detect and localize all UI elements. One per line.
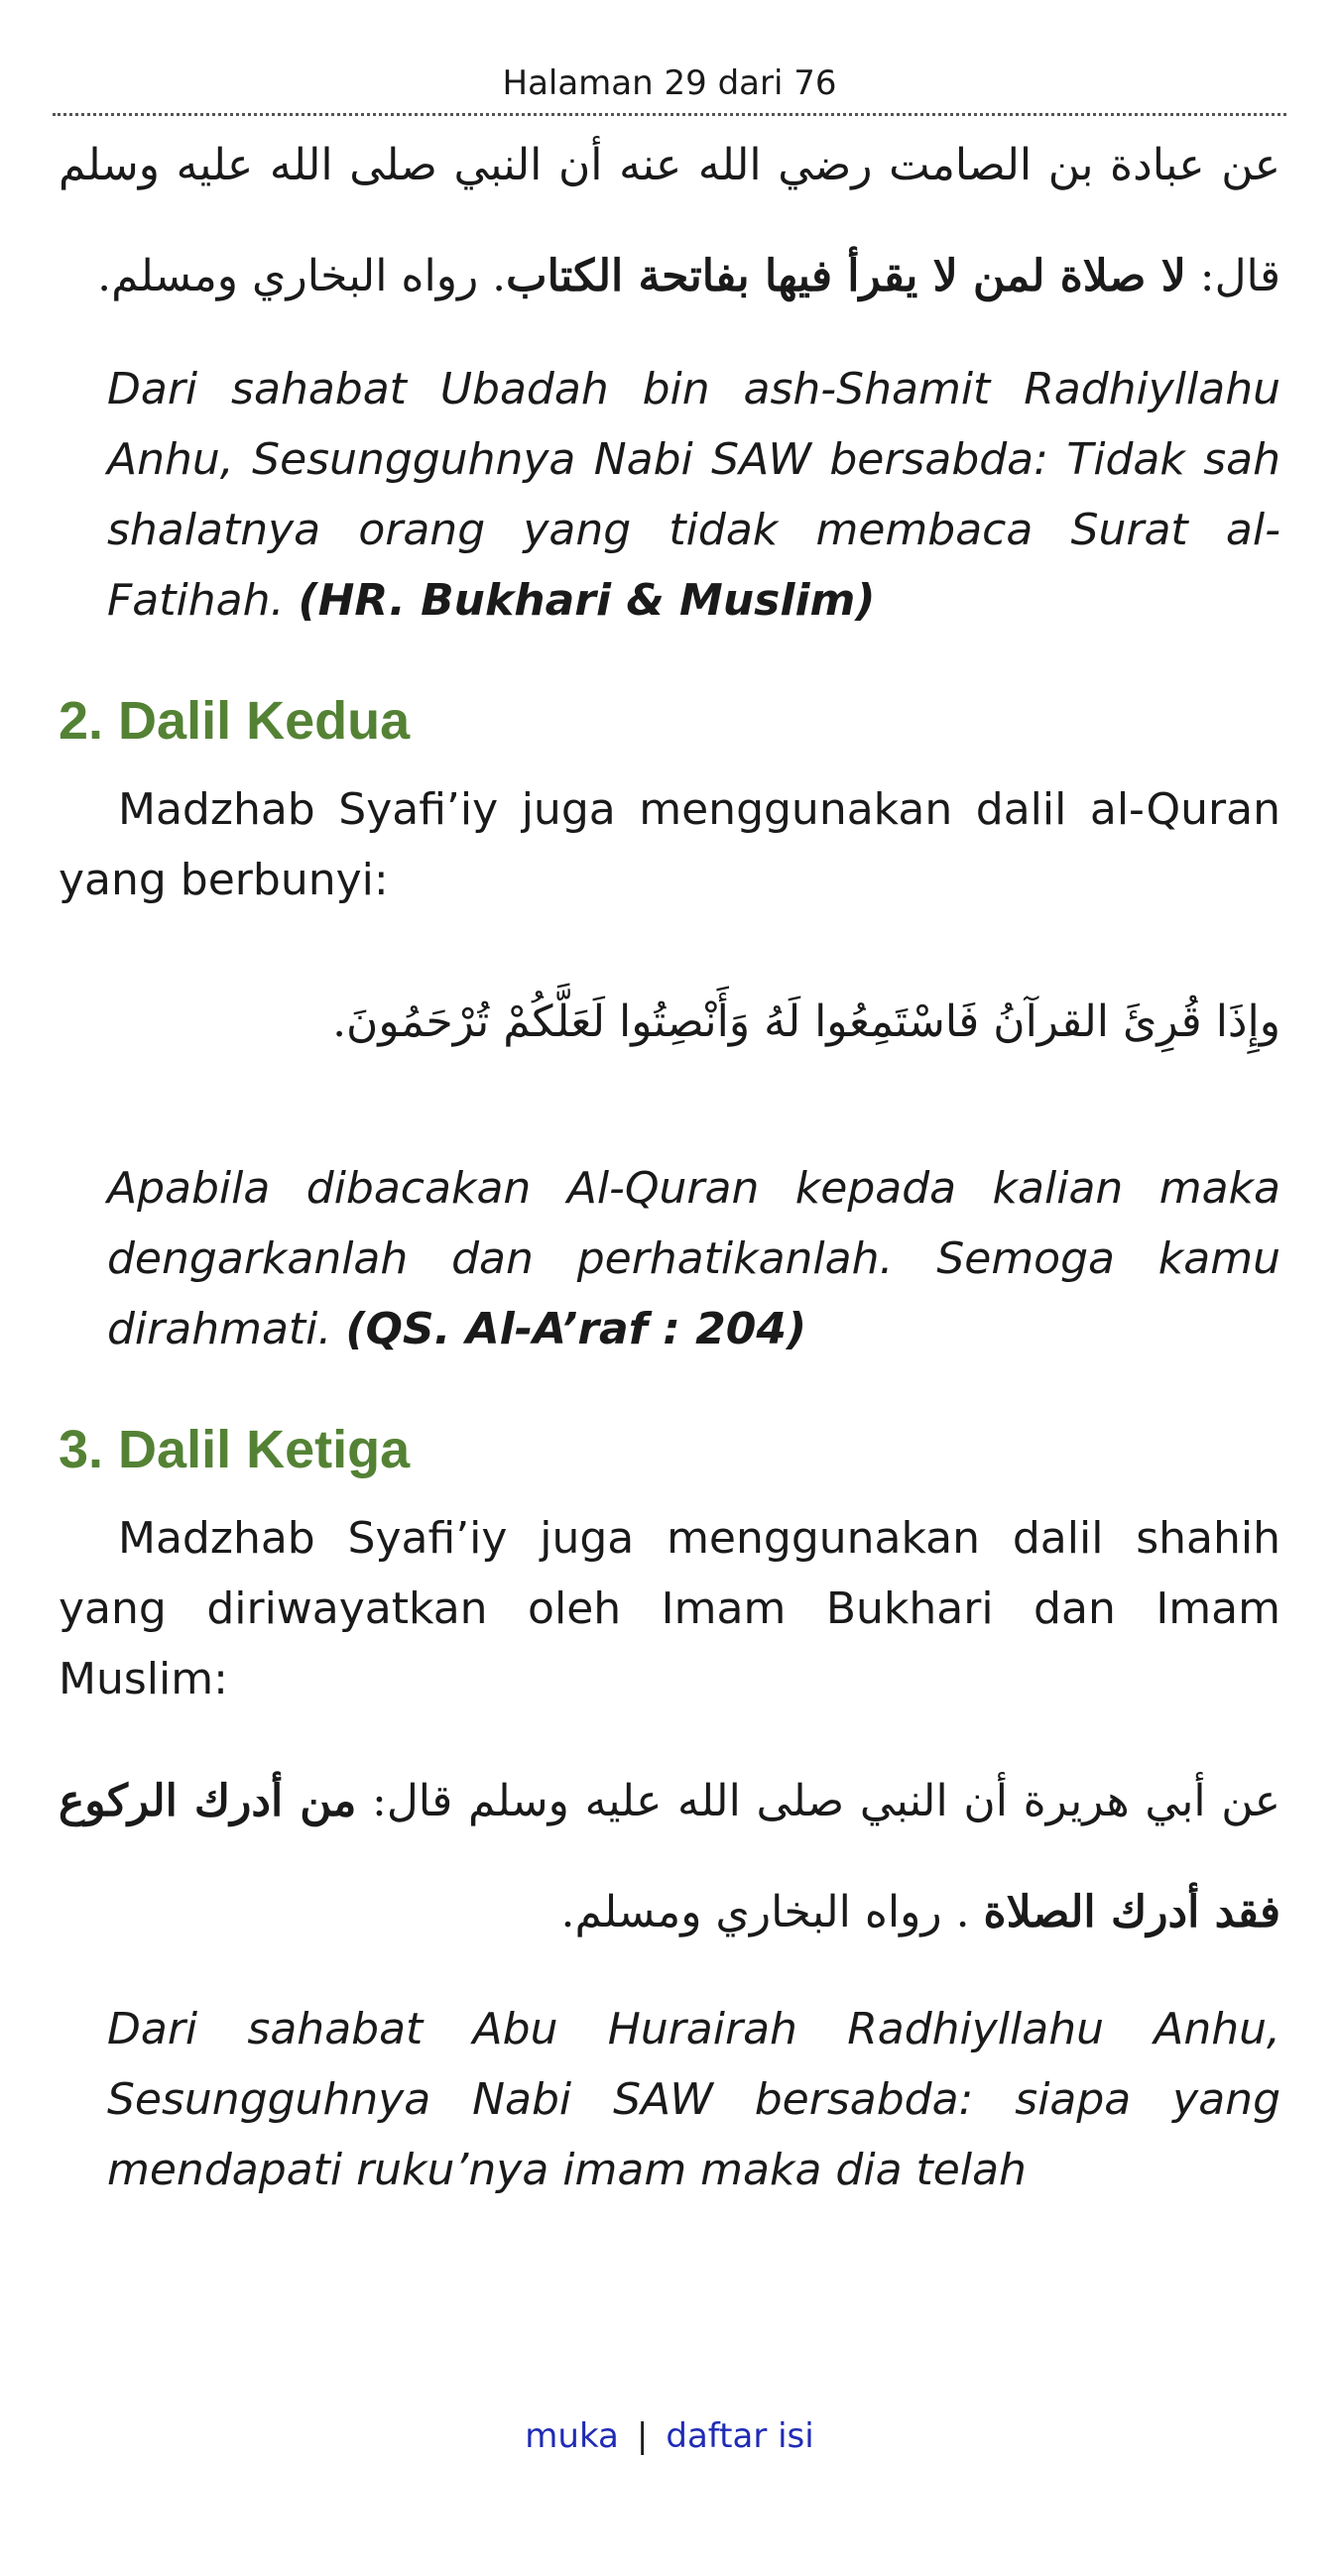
arabic-hadith-matn: من أدرك الركوع فقد أدرك الصلاة xyxy=(59,1776,1280,1937)
arabic-hadith-ubadah xyxy=(59,110,1280,332)
arabic-quran-verse: وإِذَا قُرِئَ القرآنُ فَاسْتَمِعُوا لَهُ وَأَنْصِتُوا لَعَلَّكُمْ تُرْحَمُونَ. xyxy=(332,996,1280,1047)
translation-text: Apabila dibacakan Al-Quran kepada kalian maka dengarkanlah dan perhatikanlah. Semoga kamu dirahmati. xyxy=(107,1163,1280,1354)
translation-text: Dari sahabat Ubadah bin ash-Shamit Radhiyllahu Anhu, Sesungguhnya Nabi SAW bersabda: Tidak sah shalatnya orang yang tidak membaca Surat al-Fatihah. xyxy=(107,364,1280,626)
translation-hadith-ubadah xyxy=(107,354,1280,636)
arabic-text: عن أبي هريرة أن النبي صلى الله عليه وسلم قال: xyxy=(356,1776,1280,1826)
paragraph-dalil-kedua: Madzhab Syafi’iy juga menggunakan dalil al-Quran yang berbunyi: xyxy=(59,784,1280,905)
table-of-contents-link[interactable]: daftar isi xyxy=(666,2416,814,2456)
arabic-text: . رواه البخاري ومسلم. xyxy=(97,251,507,301)
quran-reference: (QS. Al-A’raf : 204) xyxy=(345,1304,807,1354)
page-footer-nav xyxy=(0,2414,1339,2458)
translation-quran-verse xyxy=(107,1153,1280,1364)
hadith-reference: (HR. Bukhari & Muslim) xyxy=(298,575,876,626)
section-title-dalil-kedua: 2. Dalil Kedua xyxy=(59,691,411,751)
page-number-header: Halaman 29 dari 76 xyxy=(53,0,1286,116)
section-title-dalil-ketiga: 3. Dalil Ketiga xyxy=(59,1420,411,1479)
cover-link[interactable]: muka xyxy=(525,2416,619,2456)
arabic-text: . رواه البخاري ومسلم. xyxy=(560,1887,984,1937)
arabic-hadith-matn: لا صلاة لمن لا يقرأ فيها بفاتحة الكتاب xyxy=(506,251,1186,301)
arabic-text: عن عبادة بن الصامت رضي الله عنه أن النبي صلى الله عليه وسلم قال: xyxy=(59,140,1280,301)
footer-separator: | xyxy=(636,2416,649,2456)
paragraph-dalil-ketiga: Madzhab Syafi’iy juga menggunakan dalil shahih yang diriwayatkan oleh Imam Bukhari dan Imam Muslim: xyxy=(59,1513,1280,1704)
arabic-hadith-abu-hurairah xyxy=(59,1746,1280,1968)
translation-hadith-abu-hurairah: Dari sahabat Abu Hurairah Radhiyllahu Anhu, Sesungguhnya Nabi SAW bersabda: siapa yang mendapati ruku’nya imam maka dia telah xyxy=(107,2004,1280,2195)
